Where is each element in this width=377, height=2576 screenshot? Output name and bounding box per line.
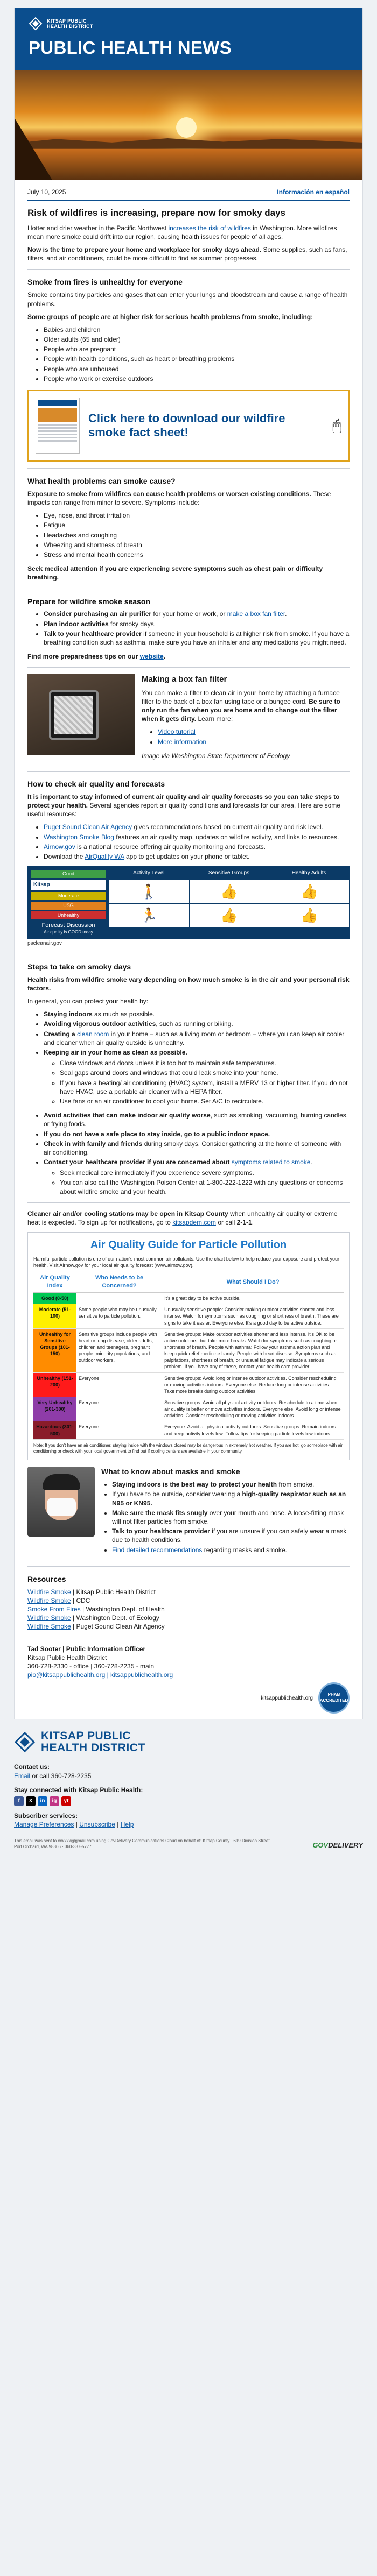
spanish-link[interactable]: Información en español [277, 188, 350, 196]
newsletter [14, 8, 363, 1719]
footer-fine-print: This email was sent to xxxxxx@gmail.com using GovDelivery Communications Cloud on behalf of: Kitsap County · 619 Division Street · Port Orchard, WA 98366 · 360-337-5777 [14, 1838, 273, 1850]
unhealthy-heading: Smoke from fires is unhealthy for everyone [27, 278, 183, 287]
box-fan-paragraph: You can make a filter to clean air in your home by attaching a furnace filter to the back of a box fan using tape or a bungee cord. Be sure to only run the fan when you are home and to change out the filter when it gets dirty. Learn more: [142, 689, 340, 723]
what-cell: Sensitive groups: Avoid long or intense outdoor activities. Consider rescheduling or moving activities indoors. Everyone else: Reduce long or intense activities. Take more breaks during outdoor activities. [162, 1372, 344, 1397]
list-item: • Make sure the mask fits snugly over your mouth and nose. A loose-fitting mask will not filter particles from smoke. [112, 1509, 350, 1526]
mask-recommendations-link[interactable]: Find detailed recommendations [112, 1546, 203, 1554]
footer-site: kitsappublichealth.org [261, 1695, 313, 1701]
list-item: ◦ Seal gaps around doors and windows that could leak smoke into your home. [60, 1068, 350, 1077]
table-row [33, 1372, 344, 1397]
youtube-icon[interactable]: yt [61, 1796, 71, 1806]
list-item: • Contact your healthcare provider if you are concerned about symptoms related to smoke. ◦ Seek medical care immediately if you experience severe symptoms. ◦ You can also call the Washington Poison Center at 1-800-222-1222 with any questions or concerns about wildfire smoke and your health. [44, 1158, 350, 1196]
phab-accreditation-badge: PHAB ACCREDITED [318, 1682, 350, 1714]
aqi-level-cell: Unhealthy (151-200) [33, 1372, 76, 1397]
kitsapdem-link[interactable]: kitsapdem.com [172, 1219, 216, 1227]
logo-line-2: HEALTH DISTRICT [47, 24, 93, 29]
image-credit: Image via Washington State Department of Ecology [142, 752, 290, 760]
list-item: • Avoid activities that can make indoor air quality worse, such as smoking, vacuuming, burning candles, or frying foods. [44, 1111, 350, 1128]
list-item: • Babies and children [44, 325, 350, 334]
prepare-list [44, 610, 350, 647]
list-item: • People with health conditions, such as heart or breathing problems [44, 355, 350, 363]
health-problems-intro: Exposure to smoke from wildfires can cause health problems or worsen existing conditions. These impacts can range from minor to severe. Symptoms include: [27, 490, 331, 507]
fact-sheet-cta-text: Click here to download our wildfire smoke fact sheet! [88, 411, 285, 439]
email-footer: KITSAP PUBLIC HEALTH DISTRICT Contact us: Email or call 360-728-2235 Stay connected with Kitsap Public Health: f X in ig yt Subscriber services: Manage Preferences | Unsubscribe | Help This email was sent to xxxxxx@gmail.com using GovDelivery Communications Cloud on behalf of: Kitsap County · 619 Division Street · Port Orchard, WA 98366 · 360-337-5777 GOVDELIVERY [14, 1730, 363, 1850]
list-item: • Check in with family and friends during smoky days. Consider gathering at the home of someone with air conditioning. [44, 1140, 350, 1157]
airnow-link[interactable]: Airnow.gov [44, 843, 75, 851]
list-item: ◦ If you have a heating/ air conditioning (HVAC) system, install a MERV 13 or higher filter. If you do not have HVAC, use a portable air cleaner with a HEPA filter. [60, 1079, 350, 1096]
list-item: • Puget Sound Clean Air Agency gives recommendations based on current air quality and risk level. [44, 823, 350, 831]
unsubscribe-link[interactable]: Unsubscribe [79, 1821, 115, 1829]
list-item: • People who work or exercise outdoors [44, 374, 350, 383]
table-row [33, 1421, 344, 1439]
box-fan-links [158, 727, 350, 746]
pointer-cursor-icon: 🖱 [332, 417, 341, 434]
list-item: ◦ Use fans or an air conditioner to cool your home. Set A/C to recirculate. [60, 1097, 350, 1106]
symptoms-list [44, 511, 350, 559]
clean-room-link[interactable]: clean room [77, 1030, 109, 1038]
pm-header-aqi: Air Quality Index [33, 1272, 76, 1292]
aqi-level-pill: Unhealthy [31, 911, 106, 919]
subscriber-services-label: Subscriber services: [14, 1811, 78, 1820]
walking-person-icon: 🚶 [109, 880, 189, 903]
list-item: • Talk to your healthcare provider if you are unsure if you can safely wear a mask due to health conditions. [112, 1527, 350, 1544]
cooling-stations-note: Cleaner air and/or cooling stations may be open in Kitsap County when unhealthy air quality or extreme heat is expected. To sign up for notifications, go to kitsapdem.com or call 2-1-1. [27, 1209, 338, 1227]
list-item: • Wheezing and shortness of breath [44, 541, 350, 549]
aqi-header-activity: Activity Level [133, 870, 165, 876]
list-item: • Older adults (65 and older) [44, 335, 350, 344]
list-item: • Headaches and coughing [44, 531, 350, 540]
forecast-title: Forecast Discussion [41, 922, 95, 929]
header [15, 8, 362, 70]
linkedin-icon[interactable]: in [38, 1796, 47, 1806]
footer-logo[interactable] [14, 1730, 363, 1754]
check-air-quality-heading: How to check air quality and forecasts [27, 779, 165, 788]
aqi-header-healthy: Healthy Adults [291, 870, 326, 876]
social-icons [14, 1796, 363, 1806]
who-cell: Everyone [76, 1397, 162, 1421]
pm-guide-table [33, 1272, 344, 1439]
particle-pollution-guide [27, 1232, 350, 1460]
resource-link[interactable]: Wildfire Smoke [27, 1623, 71, 1631]
steps-heading: Steps to take on smoky days [27, 962, 131, 971]
contact-us-label: Contact us: [14, 1763, 50, 1771]
video-tutorial-link[interactable]: Video tutorial [158, 728, 196, 736]
list-item: ◦ You can also call the Washington Poison Center at 1-800-222-1222 with any questions or concerns about wildfire smoke and your health. [60, 1178, 350, 1195]
prepare-heading: Prepare for wildfire smoke season [27, 597, 150, 606]
intro-paragraph: Hotter and drier weather in the Pacific Northwest increases the risk of wildfires in Washington. More wildfires mean more smoke could drift into our region, causing health issues for people of all ages. [27, 224, 337, 240]
who-cell: Some people who may be unusually sensitive to particle pollution. [76, 1304, 162, 1328]
unhealthy-paragraph: Smoke contains tiny particles and gases that can enter your lungs and bloodstream and cause a range of health problems. [27, 291, 348, 308]
aqi-level-cell: Moderate (51-100) [33, 1304, 76, 1328]
aqi-level-cell: Very Unhealthy (201-300) [33, 1397, 76, 1421]
list-item: Wildfire Smoke | Puget Sound Clean Air Agency [27, 1623, 165, 1631]
issue-date: July 10, 2025 [27, 188, 66, 196]
more-information-link[interactable]: More information [158, 738, 207, 746]
thumbs-up-icon: 👍 [189, 880, 269, 903]
what-cell: Unusually sensitive people: Consider making outdoor activities shorter and less intense. Watch for symptoms such as coughing or shortness of breath. These are signs to take it easier. Everyone else: It's a good day to be active outside. [162, 1304, 344, 1328]
govdelivery-logo[interactable]: GOVDELIVERY [312, 1841, 363, 1850]
pscaa-link[interactable]: Puget Sound Clean Air Agency [44, 823, 132, 831]
who-cell [76, 1293, 162, 1304]
footer-logo-line-1: KITSAP PUBLIC [41, 1730, 131, 1743]
list-item: • Creating a clean room in your home – such as a living room or bedroom – where you can keep air cooler and cleaner when air quality outside is unhealthy. [44, 1030, 350, 1047]
resource-link[interactable]: Wildfire Smoke [27, 1588, 71, 1596]
masks-heading: What to know about masks and smoke [101, 1467, 240, 1476]
logo-line-1: KITSAP PUBLIC [47, 18, 87, 24]
aqi-level-cell: Good (0-50) [33, 1293, 76, 1304]
resources-list [27, 1588, 350, 1631]
contact-phone: 360-728-2330 - office | 360-728-2235 - main [27, 1662, 155, 1670]
list-item: • Eye, nose, and throat irritation [44, 511, 350, 520]
list-item: • Download the AirQuality WA app to get updates on your phone or tablet. [44, 852, 350, 861]
airquality-wa-app-link[interactable]: AirQuality WA [85, 852, 124, 860]
hero-sunset-smoke-image [15, 70, 362, 180]
instagram-icon[interactable]: ig [50, 1796, 59, 1806]
list-item: • If you do not have a safe place to stay inside, go to a public indoor space. [44, 1130, 350, 1138]
seek-medical-note: Seek medical attention if you are experiencing severe symptoms such as chest pain or difficulty breathing. [27, 565, 323, 582]
preparedness-tips: Find more preparedness tips on our website. [27, 653, 166, 661]
main-headline: Risk of wildfires is increasing, prepare now for smoky days [27, 207, 285, 218]
wildfire-risk-link[interactable]: increases the risk of wildfires [168, 224, 251, 232]
thumbs-up-icon: 👍 [189, 904, 269, 927]
list-item: • Plan indoor activities for smoky days. [44, 620, 350, 628]
contact-org: Kitsap Public Health District [27, 1653, 107, 1661]
pm-header-who: Who Needs to be Concerned? [76, 1272, 162, 1292]
box-fan-filter-image [27, 674, 135, 755]
list-item: • People who are pregnant [44, 345, 350, 353]
what-cell: Everyone: Avoid all physical activity outdoors. Sensitive groups: Remain indoors and keep activity levels low. Follow tips for keeping particle levels low indoors. [162, 1421, 344, 1439]
steps-intro: Health risks from wildfire smoke vary depending on how much smoke is in the air and your personal risk factors. [27, 975, 350, 992]
smoke-symptoms-link[interactable]: symptoms related to smoke [231, 1158, 311, 1166]
list-item: • Keeping air in your home as clean as possible. ◦ Close windows and doors unless it is too hot to maintain safe temperatures. ◦ Seal gaps around doors and windows that could leak smoke into your home. ◦ If you have a heating/ air conditioning (HVAC) system, install a MERV 13 or higher filter. If you do not have HVAC, use a portable air cleaner with a HEPA filter. ◦ Use fans or an air conditioner to cool your home. Set A/C to recirculate. [44, 1048, 350, 1106]
thumbs-up-icon: 👍 [269, 904, 349, 927]
pm-header-what: What Should I Do? [162, 1272, 344, 1292]
kphd-emblem-icon [14, 1731, 36, 1753]
contact-name: Tad Sooter | Public Information Officer [27, 1645, 146, 1653]
running-person-icon: 🏃 [109, 904, 189, 927]
website-link[interactable]: website [139, 653, 164, 661]
forecast-summary: Air quality is GOOD today [44, 929, 93, 935]
fact-sheet-thumbnail [36, 398, 80, 454]
table-row [33, 1304, 344, 1328]
table-row [33, 1397, 344, 1421]
box-fan-section [27, 674, 350, 765]
location-select: Kitsap [31, 880, 106, 890]
aqi-level-pill: Moderate [31, 892, 106, 900]
resource-link[interactable]: Wildfire Smoke [27, 1596, 71, 1604]
who-cell: Everyone [76, 1372, 162, 1397]
footer-email-link[interactable]: Email [14, 1772, 31, 1780]
list-item: • Airnow.gov is a national resource offering air quality monitoring and forecasts. [44, 843, 350, 851]
list-item: • People who are unhoused [44, 365, 350, 373]
fact-sheet-download-banner[interactable] [27, 390, 350, 462]
masks-list [112, 1480, 350, 1554]
air-quality-resources [44, 823, 350, 861]
prepare-now-paragraph: Now is the time to prepare your home and workplace for smoky days ahead. Some supplies, such as fans, filters, and air conditioners, could be more difficult to find as summer progresses. [27, 246, 347, 263]
list-item: • If you have to be outside, consider wearing a high-quality respirator such as an N95 or KN95. [112, 1490, 350, 1507]
who-cell: Everyone [76, 1421, 162, 1439]
list-item: • Avoiding vigorous outdoor activities, such as running or biking. [44, 1020, 350, 1028]
health-problems-heading: What health problems can smoke cause? [27, 477, 176, 485]
list-item: ◦ Close windows and doors unless it is too hot to maintain safe temperatures. [60, 1059, 350, 1067]
steps-list [44, 1010, 350, 1196]
aqi-graphic-credit: pscleanair.gov [27, 940, 62, 947]
what-cell: It's a great day to be active outside. [162, 1293, 344, 1304]
list-item: • Fatigue [44, 521, 350, 529]
aqi-level-cell: Hazardous (301-500) [33, 1421, 76, 1439]
help-link[interactable]: Help [120, 1821, 134, 1829]
manage-preferences-link[interactable]: Manage Preferences [14, 1821, 74, 1829]
what-cell: Sensitive groups: Make outdoor activities shorter and less intense. It's OK to be active outdoors, but take more breaks. Watch for symptoms such as coughing or shortness of breath. People with asthma: Follow your asthma action plan and keep quick relief medicine handy. People with heart disease: Symptoms such as palpitations, shortness of breath, or unusual fatigue may indicate a serious problem. If you have any of these, contact your health care provider. [162, 1328, 344, 1372]
pm-guide-note: Note: If you don't have an air conditioner, staying inside with the windows closed may be dangerous in extremely hot weather. If you are hot, go someplace with air conditioning or check with your local government to find out if cooling centers are available in your community. [33, 1442, 343, 1454]
list-item: ◦ Seek medical care immediately if you experience severe symptoms. [60, 1169, 350, 1177]
risk-groups-list [44, 325, 350, 383]
newsletter-title: PUBLIC HEALTH NEWS [29, 38, 232, 58]
list-item: Wildfire Smoke | Washington Dept. of Ecology [27, 1614, 159, 1622]
footer-logo-line-2: HEALTH DISTRICT [41, 1742, 145, 1754]
masks-section [27, 1467, 350, 1559]
risk-groups-intro: Some groups of people are at higher risk for serious health problems from smoke, including: [27, 313, 313, 321]
media-contact [27, 1645, 350, 1680]
person-wearing-mask-image [27, 1467, 95, 1537]
box-fan-filter-link[interactable]: make a box fan filter [227, 610, 285, 618]
list-item: Wildfire Smoke | Kitsap Public Health District [27, 1588, 156, 1596]
list-item: Wildfire Smoke | CDC [27, 1596, 90, 1604]
date-row [27, 188, 350, 201]
kphd-emblem-icon [29, 17, 43, 31]
resources-heading: Resources [27, 1574, 66, 1583]
table-row [33, 1293, 344, 1304]
thumbs-up-icon: 👍 [269, 880, 349, 903]
pm-guide-subtitle: Harmful particle pollution is one of our nation's most common air pollutants. Use the chart below to help reduce your exposure and protect your health. Visit Airnow.gov for your local air quality forecast (www.airnow.gov). [33, 1256, 340, 1269]
list-item: • Staying indoors is the best way to protect your health from smoke. [112, 1480, 350, 1489]
pscaa-air-quality-graphic[interactable] [27, 866, 350, 939]
kphd-logo[interactable] [29, 17, 348, 31]
resource-link[interactable]: Wildfire Smoke [27, 1614, 71, 1622]
facebook-icon[interactable]: f [14, 1796, 24, 1806]
stay-connected-label: Stay connected with Kitsap Public Health: [14, 1786, 143, 1794]
resource-link[interactable]: Smoke From Fires [27, 1605, 81, 1613]
aqi-level-pill: USG [31, 902, 106, 910]
list-item: Smoke From Fires | Washington Dept. of Health [27, 1605, 165, 1613]
aqi-level-pill: Good [31, 870, 106, 878]
wa-smoke-blog-link[interactable]: Washington Smoke Blog [44, 833, 114, 841]
list-item: • Staying indoors as much as possible. [44, 1010, 350, 1018]
list-item: • Stress and mental health concerns [44, 550, 350, 559]
table-row [33, 1328, 344, 1372]
x-twitter-icon[interactable]: X [26, 1796, 36, 1806]
pm-guide-title: Air Quality Guide for Particle Pollution [90, 1239, 287, 1251]
aqi-level-cell: Unhealthy for Sensitive Groups (101-150) [33, 1328, 76, 1372]
check-air-quality-paragraph: It is important to stay informed of current air quality and air quality forecasts so you can take steps to protect your health. Several agencies report air quality conditions and forecasts for our area. Here are some useful resources: [27, 792, 340, 818]
list-item: • Consider purchasing an air purifier for your home or work, or make a box fan filter. [44, 610, 350, 618]
list-item: • Talk to your healthcare provider if someone in your household is at higher risk from smoke. If you have a breathing condition such as asthma, make sure you have an inhaler and any medications you might need. [44, 629, 350, 647]
steps-general: In general, you can protect your health by: [27, 997, 149, 1006]
box-fan-heading: Making a box fan filter [142, 675, 227, 684]
contact-email-link[interactable]: pio@kitsappublichealth.org | kitsappublichealth.org [27, 1671, 173, 1679]
what-cell: Sensitive groups: Avoid all physical activity outdoors. Reschedule to a time when air quality is better or move activities indoors. Everyone else: Avoid long or intense activities. Consider rescheduling or moving activities indoors. [162, 1397, 344, 1421]
list-item: • Washington Smoke Blog features an air quality map, updates on wildfire activity, and links to resources. [44, 833, 350, 841]
list-item: • Find detailed recommendations regarding masks and smoke. [112, 1546, 350, 1554]
aqi-header-sensitive: Sensitive Groups [208, 870, 250, 876]
who-cell: Sensitive groups include people with heart or lung disease, older adults, children and teenagers, pregnant people, minority populations, and outdoor workers. [76, 1328, 162, 1372]
